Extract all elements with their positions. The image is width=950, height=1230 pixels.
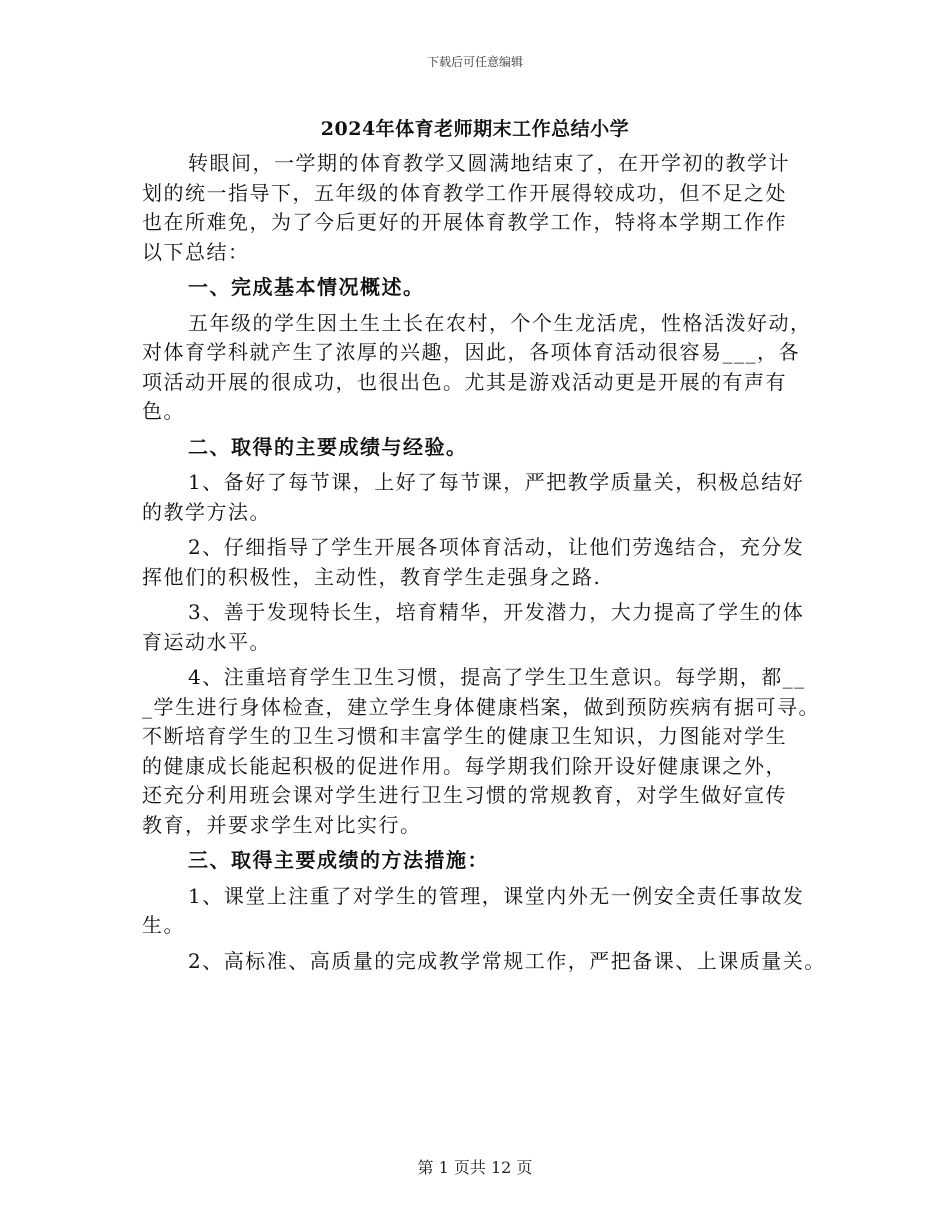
body-line: _学生进行身体检查，建立学生身体健康档案，做到预防疾病有据可寻。 bbox=[142, 694, 820, 719]
body-line: 生。 bbox=[142, 913, 185, 937]
document-body bbox=[142, 149, 827, 976]
body-line: 转眼间，一学期的体育教学又圆满地结束了，在开学初的教学计 bbox=[188, 151, 790, 175]
header-note: 下载后可任意编辑 bbox=[426, 55, 523, 69]
body-line: 也在所难免，为了今后更好的开展体育教学工作，特将本学期工作作 bbox=[142, 210, 787, 234]
section-heading: 三、取得主要成绩的方法措施： bbox=[188, 848, 489, 872]
body-line: 色。 bbox=[142, 399, 185, 423]
body-line: 划的统一指导下，五年级的体育教学工作开展得较成功，但不足之处 bbox=[142, 180, 787, 205]
body-line: 挥他们的积极性，主动性，教育学生走强身之路. bbox=[142, 564, 602, 589]
body-line: 2、仔细指导了学生开展各项体育活动，让他们劳逸结合，充分发 bbox=[188, 535, 805, 559]
body-line: 的健康成长能起积极的促进作用。每学期我们除开设好健康课之外， bbox=[142, 753, 787, 778]
body-line: 还充分利用班会课对学生进行卫生习惯的常规教育，对学生做好宣传 bbox=[142, 783, 787, 807]
body-line: 对体育学科就产生了浓厚的兴趣，因此，各项体育活动很容易___，各 bbox=[142, 340, 800, 364]
document-title: 2024年体育老师期末工作总结小学 bbox=[320, 118, 630, 140]
body-line: 五年级的学生因土生土长在农村，个个生龙活虎，性格活泼好动， bbox=[188, 310, 812, 335]
body-line: 育运动水平。 bbox=[142, 629, 271, 654]
body-line: 项活动开展的很成功，也很出色。尤其是游戏活动更是开展的有声有 bbox=[142, 369, 787, 394]
body-line: 4、注重培育学生卫生习惯，提高了学生卫生意识。每学期，都__ bbox=[188, 665, 806, 689]
body-line: 1、课堂上注重了对学生的管理，课堂内外无一例安全责任事故发 bbox=[188, 883, 805, 908]
page-footer: 第 1 页共 12 页 bbox=[417, 1158, 533, 1177]
body-line: 不断培育学生的卫生习惯和丰富学生的健康卫生知识，力图能对学生 bbox=[142, 724, 787, 748]
body-line: 3、善于发现特长生，培育精华，开发潜力，大力提高了学生的体 bbox=[188, 600, 805, 624]
body-line: 教育，并要求学生对比实行。 bbox=[142, 812, 422, 837]
body-line: 以下总结： bbox=[142, 239, 250, 264]
section-heading: 二、取得的主要成绩与经验。 bbox=[188, 434, 468, 459]
body-line: 1、备好了每节课，上好了每节课，严把教学质量关，积极总结好 bbox=[188, 470, 805, 494]
body-line: 的教学方法。 bbox=[142, 499, 271, 524]
section-heading: 一、完成基本情况概述。 bbox=[188, 275, 425, 299]
body-line: 2、高标准、高质量的完成教学常规工作，严把备课、上课质量关。 bbox=[188, 948, 826, 973]
